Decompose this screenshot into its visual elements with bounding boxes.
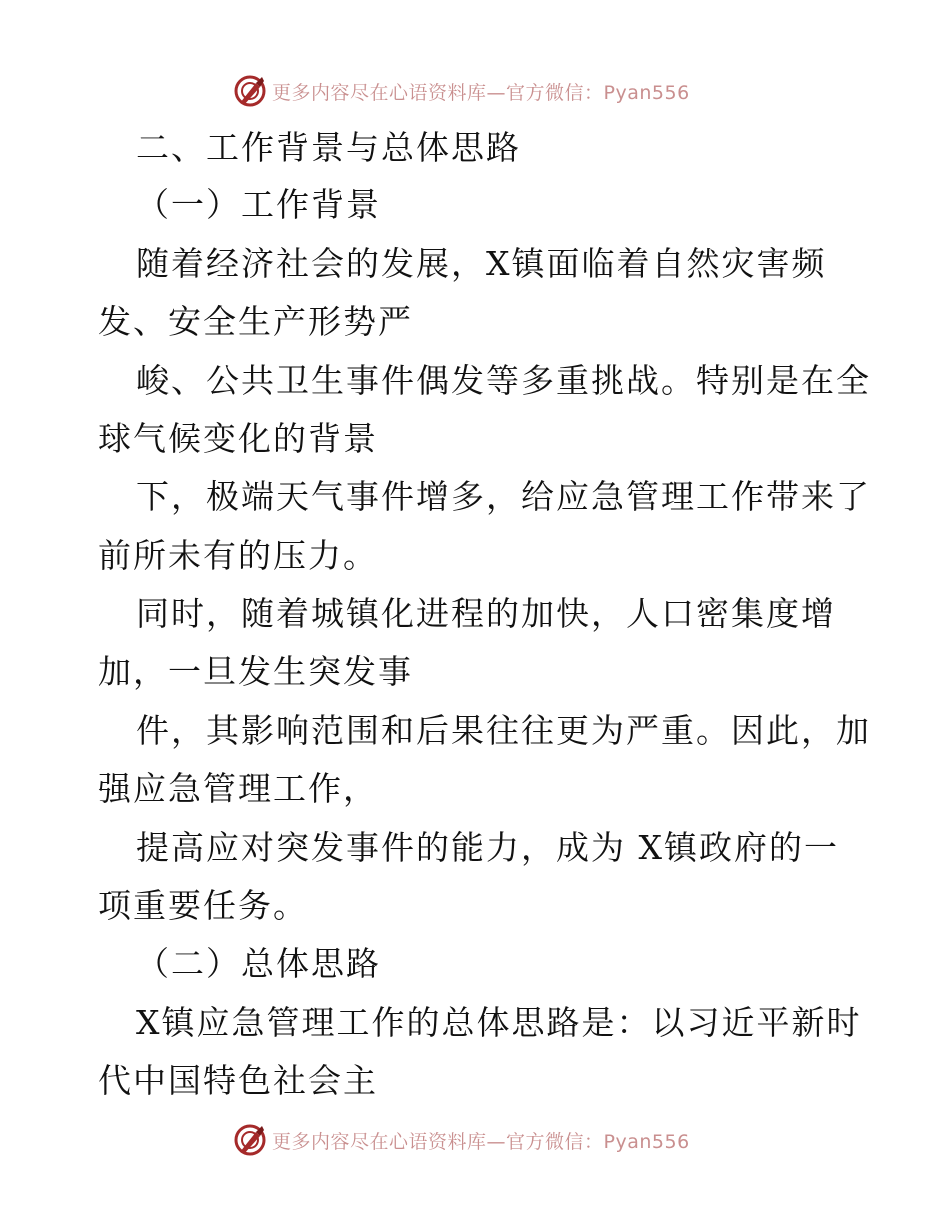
- paragraph-line: 同时，随着城镇化进程的加快，人口密集度增: [136, 594, 836, 633]
- paragraph-line: 下，极端天气事件增多，给应急管理工作带来了: [136, 477, 871, 516]
- paragraph-line: 加，一旦发生突发事: [98, 652, 413, 691]
- paragraph-line: 代中国特色社会主: [98, 1061, 378, 1100]
- paragraph-line: 项重要任务。: [98, 886, 308, 925]
- pen-logo-icon: [232, 73, 268, 109]
- paragraph-line: 前所未有的压力。: [98, 536, 378, 575]
- paragraph-line: 球气候变化的背景: [98, 419, 378, 458]
- paragraph-line: 件，其影响范围和后果往往更为严重。因此，加: [136, 711, 871, 750]
- subsection-heading: （二）总体思路: [136, 944, 381, 983]
- watermark-text: 更多内容尽在心语资料库—官方微信：Pyan556: [272, 81, 690, 104]
- watermark-text: 更多内容尽在心语资料库—官方微信：Pyan556: [272, 1130, 690, 1153]
- section-heading: 二、工作背景与总体思路: [136, 128, 521, 167]
- subsection-heading: （一）工作背景: [136, 185, 381, 224]
- paragraph-line: 随着经济社会的发展，X镇面临着自然灾害频: [136, 244, 827, 283]
- paragraph-line: 峻、公共卫生事件偶发等多重挑战。特别是在全: [136, 361, 871, 400]
- watermark-footer: [232, 1120, 690, 1160]
- paragraph-line: 提高应对突发事件的能力，成为 X镇政府的一: [136, 828, 839, 867]
- watermark-header: [232, 71, 690, 111]
- paragraph-line: 强应急管理工作，: [98, 769, 378, 808]
- paragraph-line: 发、安全生产形势严: [98, 302, 413, 341]
- pen-logo-icon: [232, 1122, 268, 1158]
- paragraph-line: X镇应急管理工作的总体思路是：以习近平新时: [136, 1003, 862, 1042]
